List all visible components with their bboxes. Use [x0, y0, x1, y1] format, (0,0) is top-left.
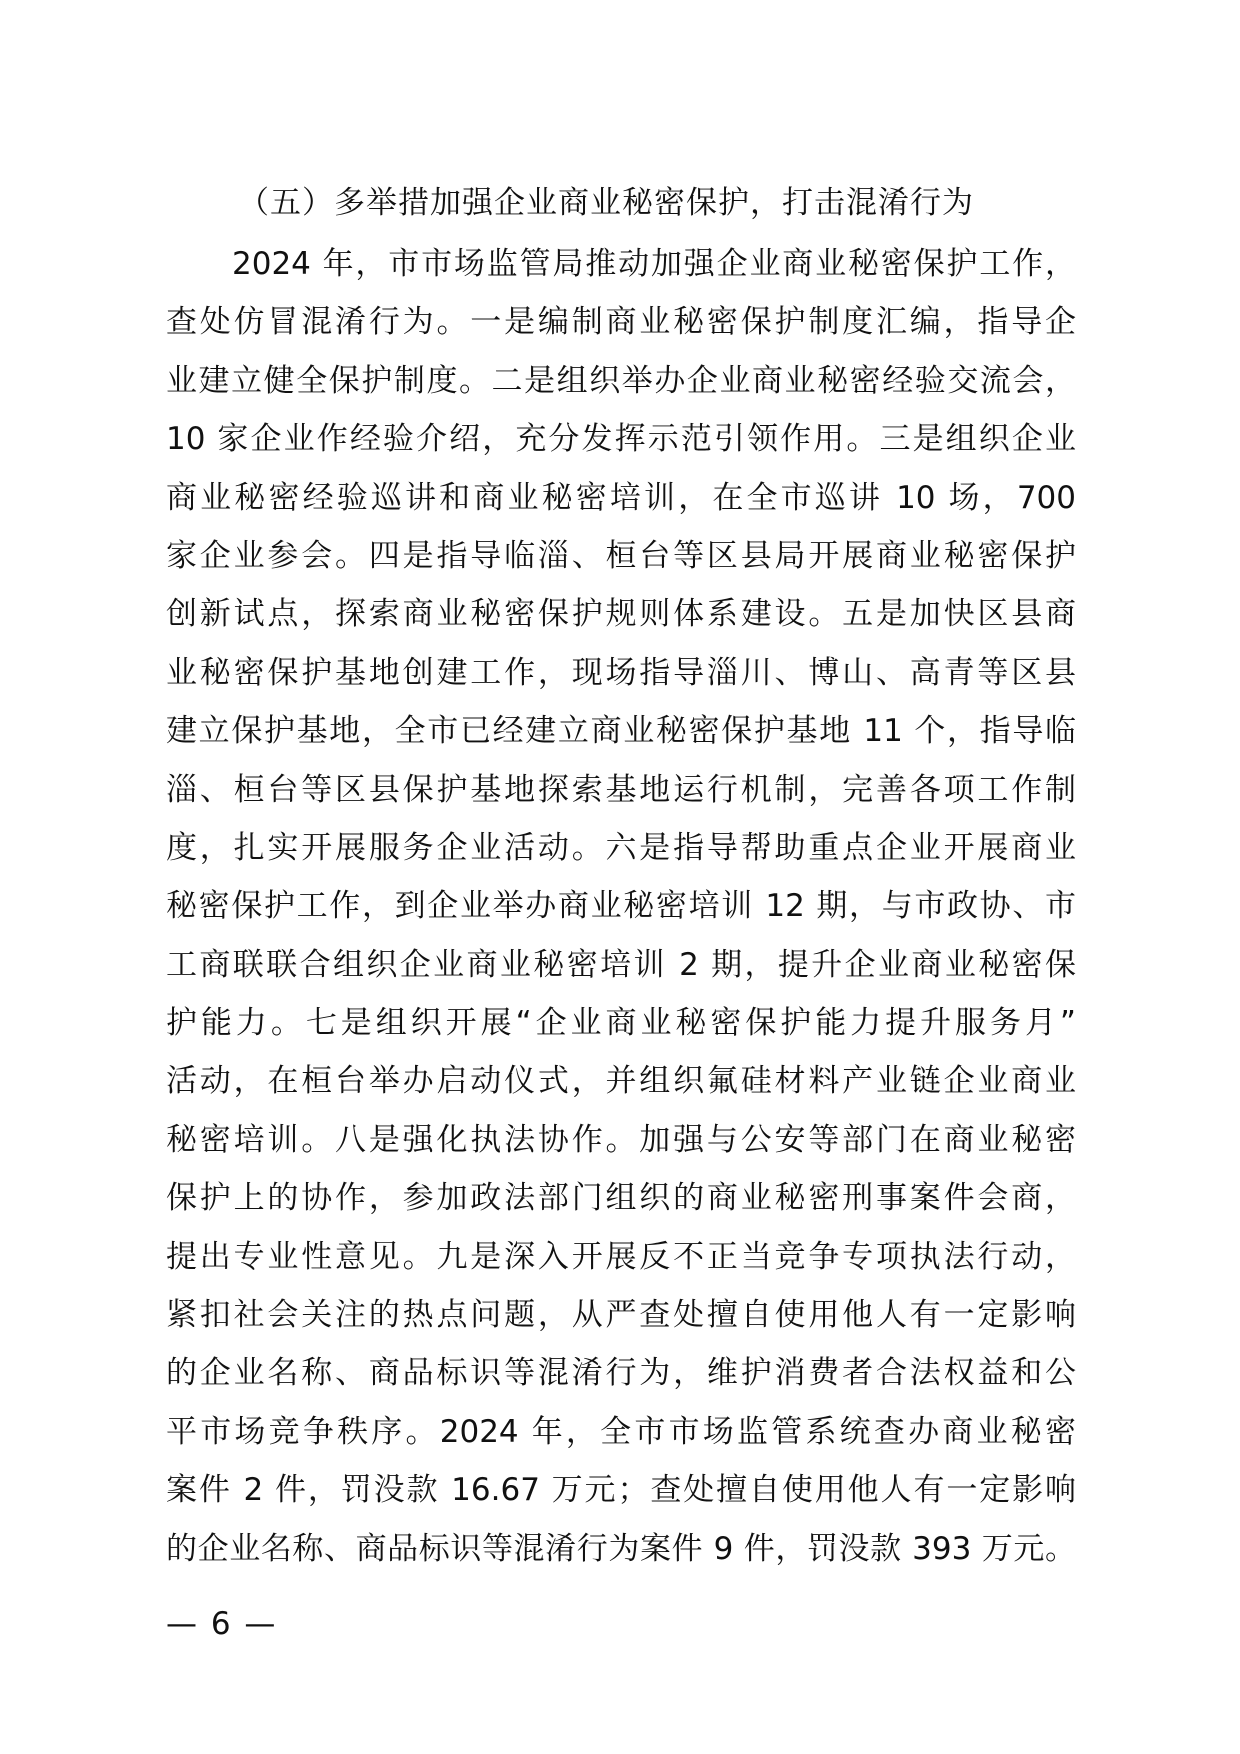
paragraph-line: 工商联联合组织企业商业秘密培训 2 期，提升企业商业秘密保 [166, 946, 1076, 983]
paragraph-line: 秘密保护工作，到企业举办商业秘密培训 12 期，与市政协、市 [166, 888, 1076, 925]
paragraph-line: 活动，在桓台举办启动仪式，并组织氟硅材料产业链企业商业 [166, 1063, 1076, 1100]
paragraph-line: 商业秘密经验巡讲和商业秘密培训，在全市巡讲 10 场，700 [166, 479, 1076, 516]
paragraph-line: 业建立健全保护制度。二是组织举办企业商业秘密经验交流会， [166, 362, 1076, 399]
paragraph-line: 保护上的协作，参加政法部门组织的商业秘密刑事案件会商， [166, 1180, 1076, 1217]
page-number: — 6 — [166, 1606, 278, 1642]
paragraph-line: 秘密培训。八是强化执法协作。加强与公安等部门在商业秘密 [166, 1121, 1076, 1158]
paragraph-line: 的企业名称、商品标识等混淆行为案件 9 件，罚没款 393 万元。 [166, 1530, 1076, 1567]
paragraph-line: 案件 2 件，罚没款 16.67 万元；查处擅自使用他人有一定影响 [166, 1472, 1076, 1509]
section-heading: （五）多举措加强企业商业秘密保护，打击混淆行为 [238, 185, 974, 221]
paragraph-line: 业秘密保护基地创建工作，现场指导淄川、博山、高青等区县 [166, 654, 1076, 691]
body-paragraph [166, 235, 1076, 1578]
paragraph-line: 度，扎实开展服务企业活动。六是指导帮助重点企业开展商业 [166, 829, 1076, 866]
paragraph-line: 淄、桓台等区县保护基地探索基地运行机制，完善各项工作制 [166, 771, 1076, 808]
paragraph-line: 10 家企业作经验介绍，充分发挥示范引领作用。三是组织企业 [166, 421, 1076, 458]
paragraph-line: 2024 年，市市场监管局推动加强企业商业秘密保护工作， [232, 246, 1076, 282]
paragraph-line: 护能力。七是组织开展“企业商业秘密保护能力提升服务月” [166, 1005, 1076, 1042]
paragraph-line: 提出专业性意见。九是深入开展反不正当竞争专项执法行动， [166, 1238, 1076, 1275]
paragraph-line: 的企业名称、商品标识等混淆行为，维护消费者合法权益和公 [166, 1355, 1076, 1392]
paragraph-line: 查处仿冒混淆行为。一是编制商业秘密保护制度汇编，指导企 [166, 304, 1076, 341]
paragraph-line: 紧扣社会关注的热点问题，从严查处擅自使用他人有一定影响 [166, 1297, 1076, 1334]
paragraph-line: 建立保护基地，全市已经建立商业秘密保护基地 11 个，指导临 [166, 713, 1076, 750]
paragraph-line: 平市场竞争秩序。2024 年，全市市场监管系统查办商业秘密 [166, 1413, 1076, 1450]
paragraph-line: 家企业参会。四是指导临淄、桓台等区县局开展商业秘密保护 [166, 537, 1076, 574]
paragraph-line: 创新试点，探索商业秘密保护规则体系建设。五是加快区县商 [166, 596, 1076, 633]
